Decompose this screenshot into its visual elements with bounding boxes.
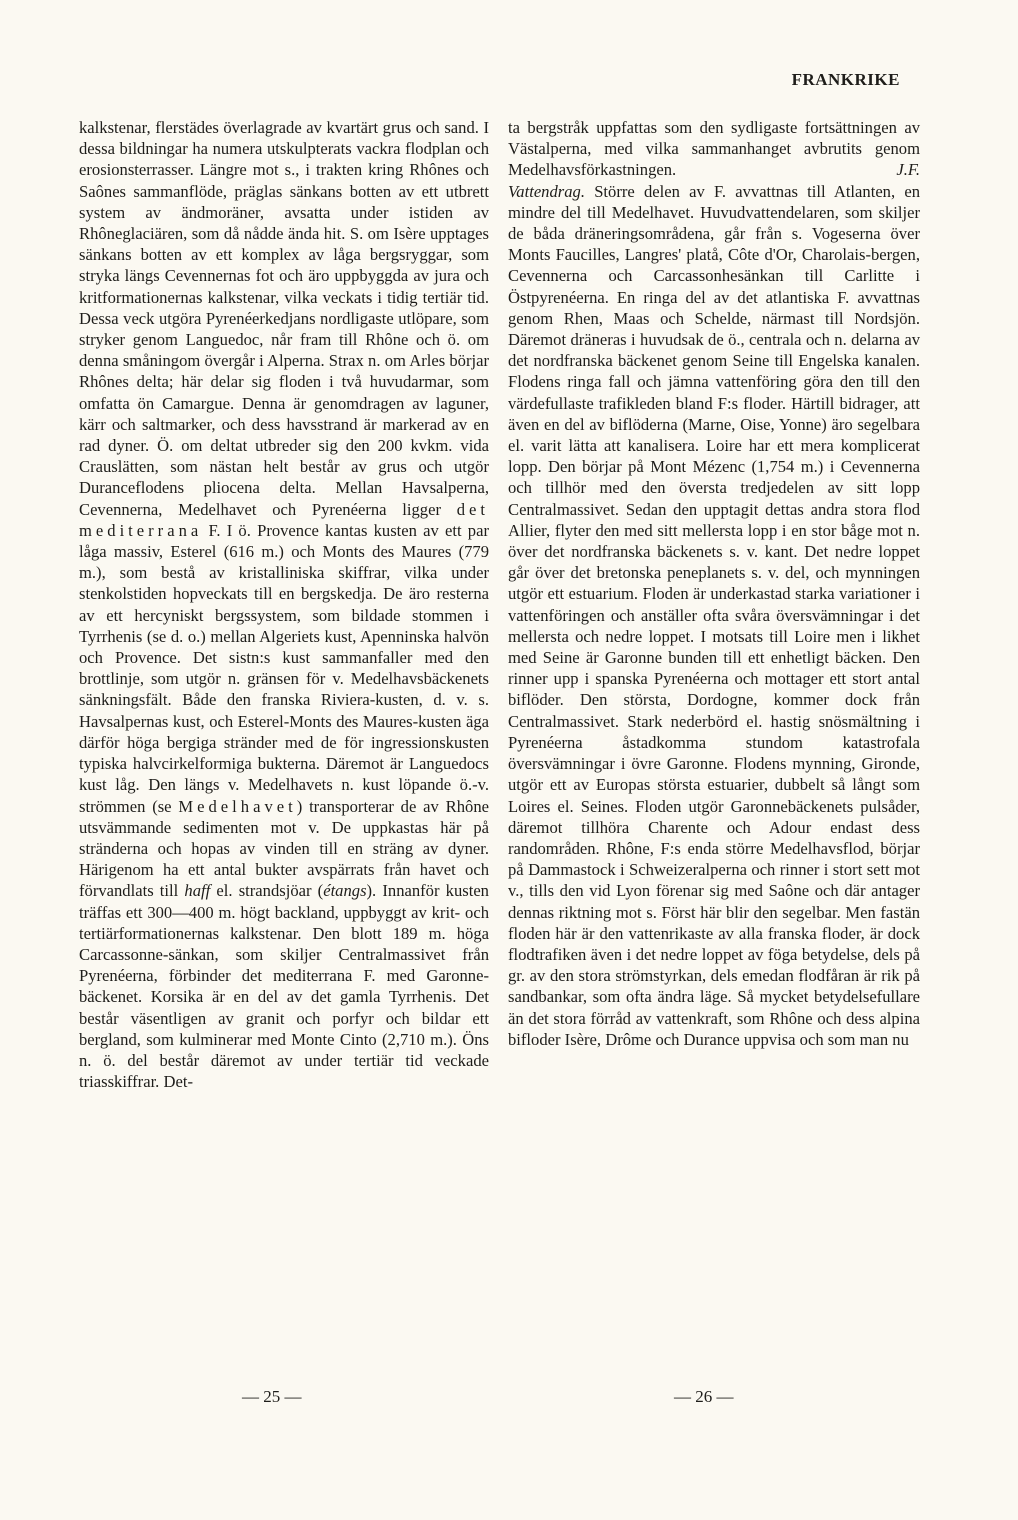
left-paragraph <box>79 117 489 1092</box>
left-text-4: el. strandsjöar ( <box>216 881 324 901</box>
left-text-1: kalkstenar, flerstädes överlagrade av kvartärt grus och sand. I dessa bildningar ha numera utskulpterats vackra flodplan och erosionsterrasser. Längre mot s., i trakten kring Rhônes och Saônes sammanflöde, präglas sänkans botten av ett utbrett system av ändmoräner, avsatta under istiden av Rhôneglaciären, som då nådde ända hit. S. om Isère upptages sänkans botten av ett komplex av låga bergsryggar, som stryka längs Cevennernas fot och äro uppbyggda av jura och kritformationernas kalkstenar, vilka veckats i tidig tertiär tid. Dessa veck utgöra Pyrenéerkedjans nordligaste utlöpare, som stryker genom Languedoc, når fram till Rhône och ö. om denna småningom övergår i Alperna. Strax n. om Arles börjar Rhônes delta; här delar sig floden i två huvudarmar, som omfatta ön Camargue. Denna är genomdragen av laguner, kärr och saltmarker, och dess havsstrand är markerad av en rad dyner. Ö. om deltat utbreder sig den 200 kvkm. vida Crauslätten, som nästan helt består av grus och utgör Duranceflodens pliocena delta. Mellan Havsalperna, Cevennerna, Medelhavet och Pyrenéerna ligger <box>79 118 489 519</box>
right-paragraph-1 <box>508 181 920 1050</box>
right-paragraph-0 <box>508 117 920 181</box>
left-text-5: ). Innanför kusten träffas ett 300—400 m. högt backland, uppbyggt av krit- och tertiärformationernas kalkstenar. Den blott 189 m. höga Carcassonne-sänkan, som skiljer Centralmassivet från Pyrenéerna, förbinder det mediterrana F. med Garonne-bäckenet. Korsika är en del av det gamla Tyrrhenis. Det består väsentligen av granit och porfyr och bildar ett bergland, som kulminerar med Monte Cinto (2,710 m.). Öns n. ö. del består däremot av under tertiär tid veckade triasskiffrar. Det- <box>79 881 489 1092</box>
left-column <box>79 117 489 1092</box>
italic-term-haff: haff <box>184 881 211 901</box>
spaced-term-mediterrana: det mediterrana <box>79 499 489 540</box>
left-text-3: ) transporterar de av Rhône utsvämmande sedimenten mot v. De uppkastas här på stränderna och hopas av vinden till en sträng av dyner. Härigenom ha ett antal bukter avspärrats från havet och förvandlats till <box>79 796 489 901</box>
page-number-right: — 26 — <box>674 1387 734 1406</box>
left-text-2: F. I ö. Provence kantas kusten av ett par låga massiv, Esterel (616 m.) och Monts des Maures (779 m.), som bestå av kristalliniska skiffrar, vilka under stenkolstiden hopveckats till en bergskedja. De äro resterna av ett hercyniskt bergssystem, som bildade stommen i Tyrrhenis (se d. o.) mellan Algeriets kust, Apenninska halvön och Provence. Det sistn:s kust sammanfaller med den brottlinje, som utgör n. gränsen för v. Medelhavsbäckenets sänkningsfält. Både den franska Riviera-kusten, d. v. s. Havsalpernas kust, och Esterel-Monts des Maures-kusten äga därför höga bergiga stränder med de för ingressionskusten typiska halvcirkelformiga bukterna. Däremot är Languedocs kust låg. Den längs v. Medelhavets n. kust löpande ö.-v. strömmen (se <box>79 520 489 816</box>
right-text-0: ta bergstråk uppfattas som den sydligaste fortsättningen av Västalperna, med vilka sammanhanget avbrutits genom Medelhavsförkastningen. <box>508 118 920 180</box>
italic-term-etangs: étangs <box>323 881 367 901</box>
right-text-1: Större delen av F. avvattnas till Atlanten, en mindre del till Medelhavet. Huvudvattendelaren, som skiljer de båda dräneringsområdena, går från s. Vogeserna över Monts Faucilles, Langres' platå, Côte d'Or, Charolais-bergen, Cevennerna och Carcassonhesänkan till Carlitte i Östpyrenéerna. En ringa del av det atlantiska F. avvattnas genom Rhen, Maas och Schelde, närmast till Nordsjön. Däremot dräneras i huvudsak de ö., centrala och n. delarna av det nordfranska bäckenet genom Seine till Engelska kanalen. Flodens ringa fall och jämna vattenföring göra den till den värdefullaste trafikleden bland F:s floder. Härtill bidrager, att även en del av biflöderna (Marne, Oise, Yonne) äro segelbara el. varit lätta att kanalisera. Loire har ett mera komplicerat lopp. Den börjar på Mont Mézenc (1,754 m.) i Cevennerna och tillhör med den översta tredjedelen av sitt lopp Centralmassivet. Sedan den upptagit dettas andra stora flod Allier, flyter den med sitt mellersta lopp i en stor båge mot n. över det nordfranska bäckenets s. v. kant. Det nedre loppet går över det bretonska peneplanets s. v. del, och mynningen utgör ett estuarium. Floden är underkastad starka variationer i vattenföringen och anställer ofta svåra översvämningar i det mellersta och nedre loppet. I motsats till Loire men i likhet med Seine är Garonne bunden till ett enhetligt bäcken. Den rinner upp i spanska Pyrenéerna och mottager ett stort antal biflöder. Den största, Dordogne, kommer dock från Centralmassivet. Stark nederbörd el. hastig snösmältning i Pyrenéerna åstadkomma stundom katastrofala översvämningar i övre Garonne. Flodens mynning, Gironde, utgör ett av Europas största estuarier, dubbelt så långt som Loires el. Seines. Floden utgör Garonnebäckenets pulsåder, däremot tillhöra Charente och Adour endast dess randområden. Rhône, F:s enda större Medelhavsflod, börjar på Dammastock i Schweizeralperna och rinner i stort sett mot v., tills den vid Lyon förenar sig med Saône och där antager dennas riktning mot s. Först här blir den segelbar. Men fastän floden här är den vattenrikaste av alla franska floder, är dock flodtrafiken även i det nedre loppet av föga betydelse, dels på gr. av den stora strömstyrkan, dels emedan flodfåran är rik på sandbankar, som ofta ändra läge. Så mycket betydelsefullare än det stora förråd av vattenkraft, som Rhône och dess alpina bifloder Isère, Drôme och Durance uppvisa och som man nu <box>508 181 921 1049</box>
section-heading-vattendrag: Vattendrag. <box>508 181 585 201</box>
running-header: FRANKRIKE <box>791 70 900 89</box>
page-number-left: — 25 — <box>242 1387 302 1406</box>
spaced-term-medelhavet: Medelhavet <box>178 796 297 816</box>
right-column <box>508 117 920 1050</box>
author-signature: J.F. <box>896 160 920 180</box>
